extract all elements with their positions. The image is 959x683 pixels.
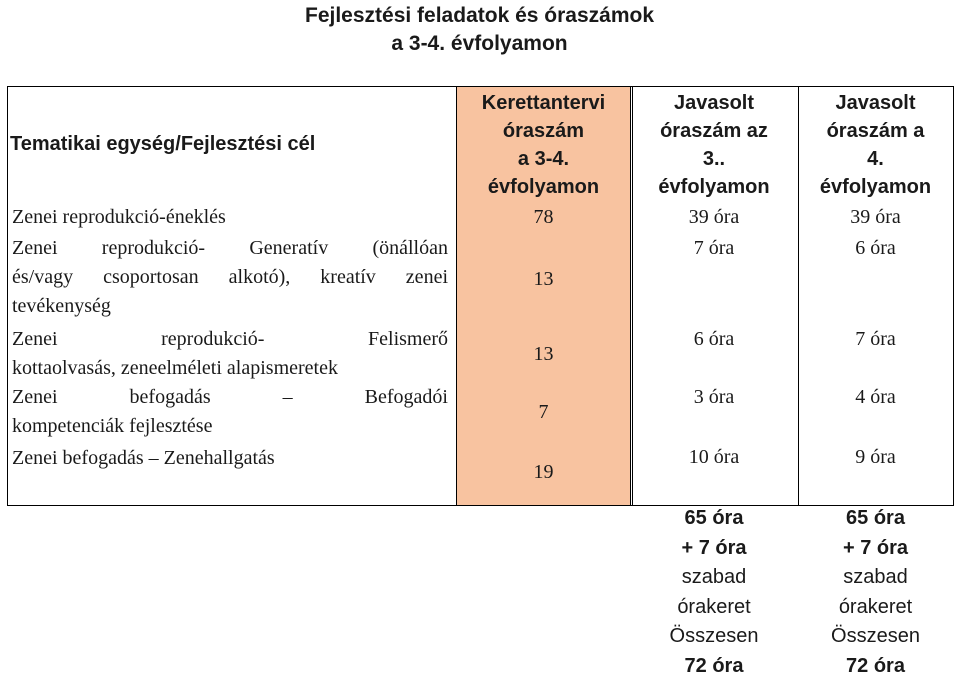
topic-cell: Zenei reprodukció-éneklés (12, 206, 226, 228)
topic-cell: Zenei befogadás – Befogadói (12, 386, 448, 408)
j4-cell: 9 óra (855, 446, 896, 468)
j4-cell: 6 óra (855, 237, 896, 259)
summary-free-hours: + 7 óra (842, 537, 909, 559)
summary-sum-value: 72 óra (684, 655, 744, 677)
page-subtitle: a 3-4. évfolyamon (391, 32, 568, 55)
kerettanterv-cell: 13 (533, 343, 554, 365)
kerettanterv-cell: 19 (533, 461, 554, 483)
topic-cell: kottaolvasás, zeneelméleti alapismeretek (12, 357, 338, 379)
kerettanterv-cell: 78 (533, 206, 554, 228)
j4-cell: 7 óra (855, 328, 896, 350)
summary-total-hours: 65 óra (684, 507, 744, 529)
kerettanterv-cell: 13 (533, 268, 554, 290)
j3-cell: 7 óra (693, 237, 735, 259)
j3-cell: 3 óra (693, 386, 735, 408)
topic-cell: és/vagy csoportosan alkotó), kreatív zenei (12, 266, 448, 288)
summary-free-label: szabad (843, 566, 908, 588)
summary-total-hours: 65 óra (846, 507, 905, 529)
kerettanterv-cell: 7 (538, 401, 549, 423)
page-title: Fejlesztési feladatok és óraszámok (305, 4, 654, 27)
summary-sum-label: Összesen (669, 625, 759, 647)
summary-free-hours: + 7 óra (681, 537, 747, 559)
topic-cell: kompetenciák fejlesztése (12, 415, 213, 437)
summary-free-label: órakeret (838, 596, 913, 618)
topic-cell: tevékenység (12, 295, 111, 317)
j3-cell: 39 óra (688, 206, 740, 228)
summary-free-label: órakeret (677, 596, 751, 618)
j3-cell: 6 óra (693, 328, 735, 350)
topic-cell: Zenei reprodukció- Generatív (önállóan (12, 237, 448, 259)
topic-cell: Zenei befogadás – Zenehallgatás (12, 447, 275, 469)
header-topic: Tematikai egység/Fejlesztési cél (10, 133, 316, 155)
j3-cell: 10 óra (688, 446, 740, 468)
summary-sum-value: 72 óra (846, 655, 905, 677)
topic-cell: Zenei reprodukció- Felismerő (12, 328, 448, 350)
summary-free-label: szabad (681, 566, 747, 588)
j4-cell: 39 óra (850, 206, 901, 228)
summary-sum-label: Összesen (831, 625, 920, 647)
j4-cell: 4 óra (855, 386, 896, 408)
